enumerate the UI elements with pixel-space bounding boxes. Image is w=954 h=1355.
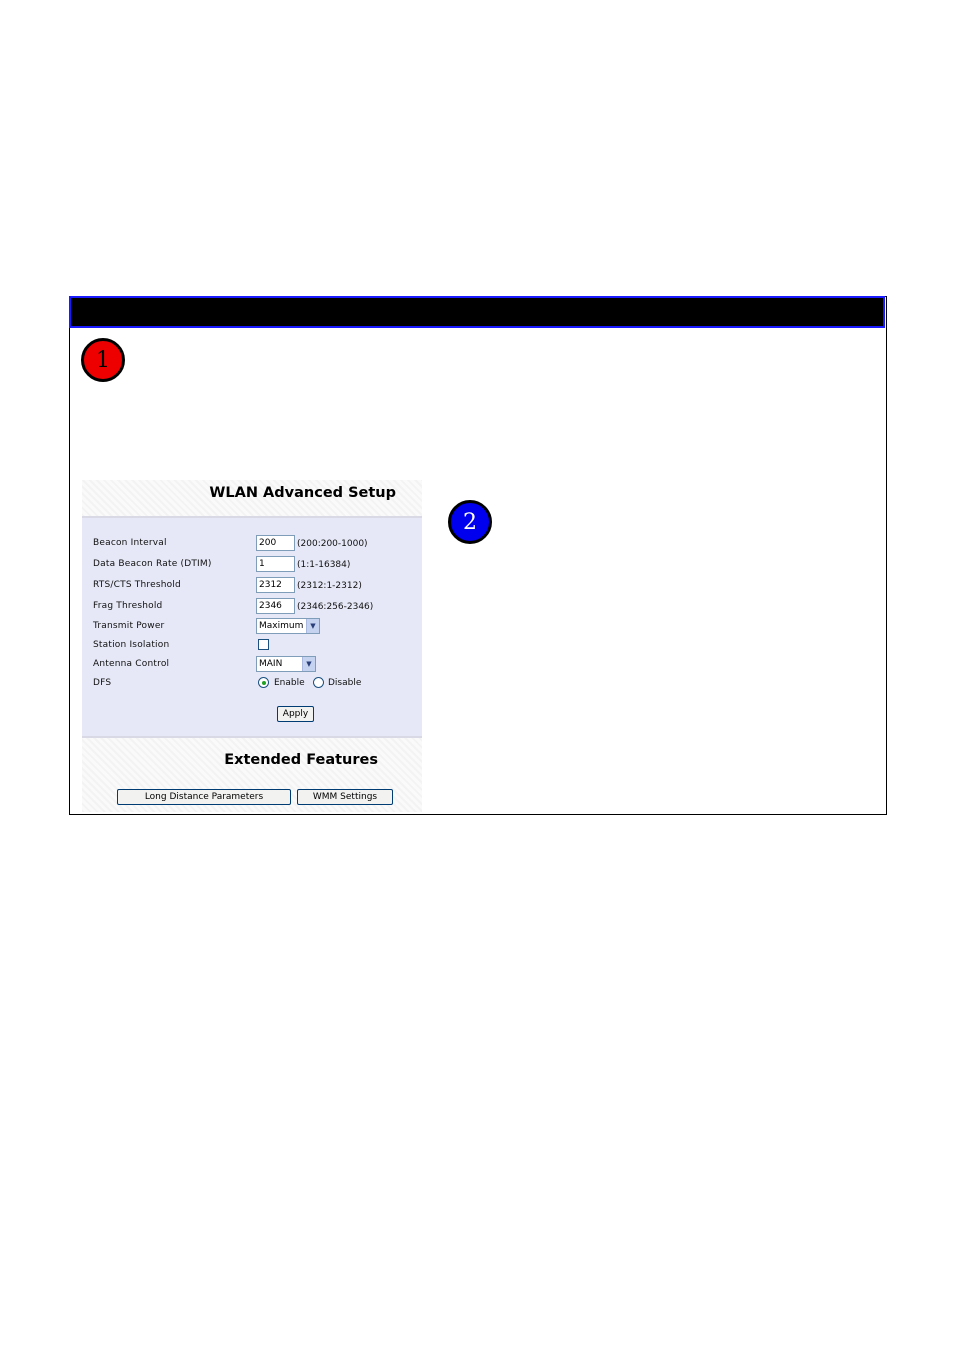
rts-row xyxy=(93,577,413,595)
antenna-control-value: MAIN xyxy=(259,659,283,669)
dtim-input[interactable]: 1 xyxy=(256,556,295,572)
station-isolation-label: Station Isolation xyxy=(93,640,170,650)
callout-number: 1 xyxy=(96,347,110,373)
chevron-down-icon[interactable]: ▼ xyxy=(306,619,319,633)
callout-number: 2 xyxy=(463,509,477,535)
callout-badge-1 xyxy=(81,338,125,382)
transmit-power-value: Maximum xyxy=(259,621,304,631)
extended-features-title: Extended Features xyxy=(224,752,378,768)
frag-hint: (2346:256-2346) xyxy=(297,602,374,612)
dfs-enable-radio[interactable] xyxy=(258,677,269,688)
dtim-row xyxy=(93,556,413,574)
transmit-power-row xyxy=(93,618,413,636)
antenna-control-select[interactable] xyxy=(256,656,316,672)
antenna-control-row xyxy=(93,656,413,674)
rts-input[interactable]: 2312 xyxy=(256,577,295,593)
dtim-hint: (1:1-16384) xyxy=(297,560,351,570)
dfs-row xyxy=(93,675,413,693)
dfs-disable-label: Disable xyxy=(328,678,362,688)
rts-label: RTS/CTS Threshold xyxy=(93,580,181,590)
beacon-interval-hint: (200:200-1000) xyxy=(297,539,368,549)
panel-title: WLAN Advanced Setup xyxy=(209,485,396,501)
station-isolation-row xyxy=(93,637,413,655)
dtim-label: Data Beacon Rate (DTIM) xyxy=(93,559,212,569)
wmm-settings-button[interactable]: WMM Settings xyxy=(297,789,393,805)
figure-frame xyxy=(69,296,887,815)
frag-label: Frag Threshold xyxy=(93,601,163,611)
beacon-interval-input[interactable]: 200 xyxy=(256,535,295,551)
beacon-interval-row xyxy=(93,535,413,553)
wlan-advanced-setup-panel xyxy=(82,480,422,812)
antenna-control-label: Antenna Control xyxy=(93,659,170,669)
settings-form xyxy=(82,518,422,736)
title-bar xyxy=(69,296,885,328)
station-isolation-checkbox[interactable] xyxy=(258,639,269,650)
apply-button[interactable]: Apply xyxy=(277,706,314,722)
extended-features-section xyxy=(82,736,422,812)
rts-hint: (2312:1-2312) xyxy=(297,581,362,591)
long-distance-parameters-button[interactable]: Long Distance Parameters xyxy=(117,789,291,805)
dfs-disable-radio[interactable] xyxy=(313,677,324,688)
panel-header xyxy=(82,480,422,518)
chevron-down-icon[interactable]: ▼ xyxy=(302,657,315,671)
callout-badge-2 xyxy=(448,500,492,544)
beacon-interval-label: Beacon Interval xyxy=(93,538,167,548)
transmit-power-label: Transmit Power xyxy=(93,621,165,631)
frag-input[interactable]: 2346 xyxy=(256,598,295,614)
frag-row xyxy=(93,598,413,616)
dfs-enable-label: Enable xyxy=(274,678,305,688)
transmit-power-select[interactable] xyxy=(256,618,320,634)
dfs-label: DFS xyxy=(93,678,112,688)
